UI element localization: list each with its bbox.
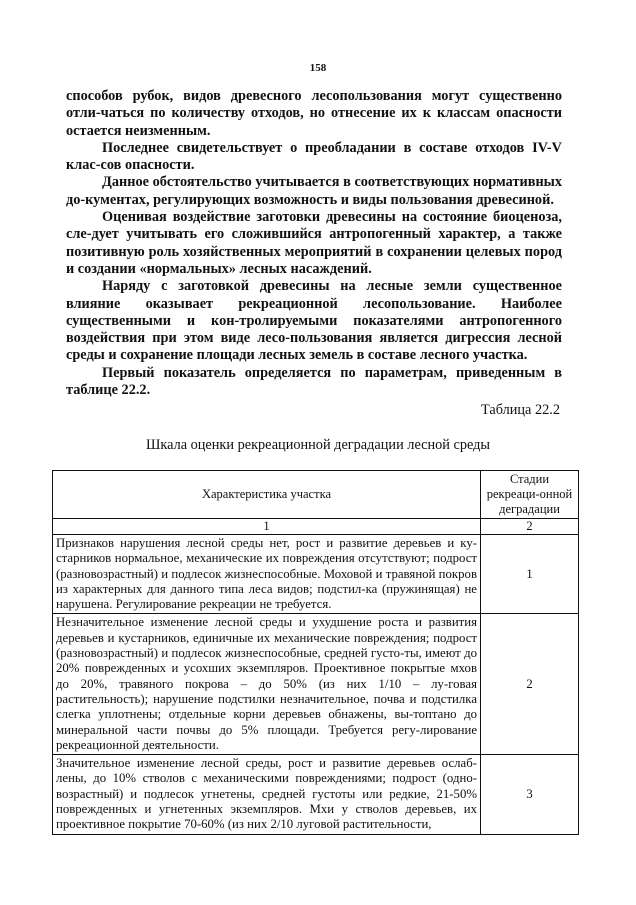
- table-row: [53, 614, 579, 755]
- paragraph: Первый показатель определяется по параметрам, приведенным в таблице 22.2.: [66, 364, 562, 399]
- table-row: [53, 535, 579, 614]
- row-description: Значительное изменение лесной среды, рост и развитие деревьев ослаб-лены, до 10% стволов с механическими повреждениями; подрост (одно-возрастный) и подлесок угнетены, средней густоты или редкие, 21-50% поврежденных и угнетенных экземпляров. Мхи у стволов деревьев, их проективное покрытие 70-60% (из них 2/10 луговой растительности,: [53, 755, 481, 834]
- paragraph: Данное обстоятельство учитывается в соответствующих нормативных до-кументах, регулирующих возможность и виды пользования древесиной.: [66, 174, 562, 208]
- body-text: [66, 88, 562, 399]
- table-caption: Шкала оценки рекреационной деградации лесной среды: [145, 437, 491, 453]
- table-label: Таблица 22.2: [480, 402, 560, 418]
- row-description: Незначительное изменение лесной среды и ухудшение роста и развития деревьев и кустарников, единичные их механические повреждения; подрост (разновозрастный) и подлесок жизнеспособные, средней густо-ты, имеют до 20% поврежденных и усохших экземпляров. Проективное покрытые мхов до 20%, травяного покрова – до 50% (из них 1/10 – лу-говая растительность); нарушение подстилки незначительное, почва и подстилка слегка уплотнены; отдельные корни деревьев обнажены, вы-топтано до минеральной части почвы до 5% площади. Требуется регу-лирование рекреационной деятельности.: [53, 614, 481, 755]
- table-column-number-row: [53, 519, 579, 535]
- header-stage: Стадии рекреаци-онной деградации: [481, 471, 579, 519]
- column-number: 2: [481, 519, 579, 535]
- paragraph: Наряду с заготовкой древесины на лесные земли существенное влияние оказывает рекреационной лесопользование. Наиболее существенными и кон-тролируемыми показателями антропогенного воздействия при этом виде лесо-пользования является дигрессия лесной среды и сохранение площади лесных земель в составе лесного участка.: [66, 278, 562, 364]
- paragraph: Оценивая воздействие заготовки древесины на состояние биоценоза, сле-дует учитывать его сложившийся антропогенный характер, а также позитивную роль хозяйственных мероприятий в сохранении целевых пород и создании «нормальных» лесных насаждений.: [66, 209, 562, 277]
- table-header-row: [53, 471, 579, 519]
- row-stage: 2: [481, 614, 579, 755]
- column-number: 1: [53, 519, 481, 535]
- page-number: 158: [309, 62, 327, 74]
- header-characteristic: Характеристика участка: [53, 471, 481, 519]
- row-stage: 3: [481, 755, 579, 834]
- table-row: [53, 755, 579, 834]
- row-stage: 1: [481, 535, 579, 614]
- paragraph: способов рубок, видов древесного лесопользования могут существенно отли-чаться по количеству отходов, но отнесение их к классам опасности остается неизменным.: [66, 88, 562, 139]
- paragraph: Последнее свидетельствует о преобладании в составе отходов IV-V клас-сов опасности.: [66, 139, 562, 174]
- row-description: Признаков нарушения лесной среды нет, рост и развитие деревьев и ку-старников нормальное, механические их повреждения отсутствуют; подрост (разновозрастный) и подлесок жизнеспособные. Моховой и травяной покров из характерных для данного типа леса видов; подстил-ка (пружинящая) не нарушена. Регулирование рекреации не требуется.: [53, 535, 481, 614]
- degradation-scale-table: [52, 470, 579, 835]
